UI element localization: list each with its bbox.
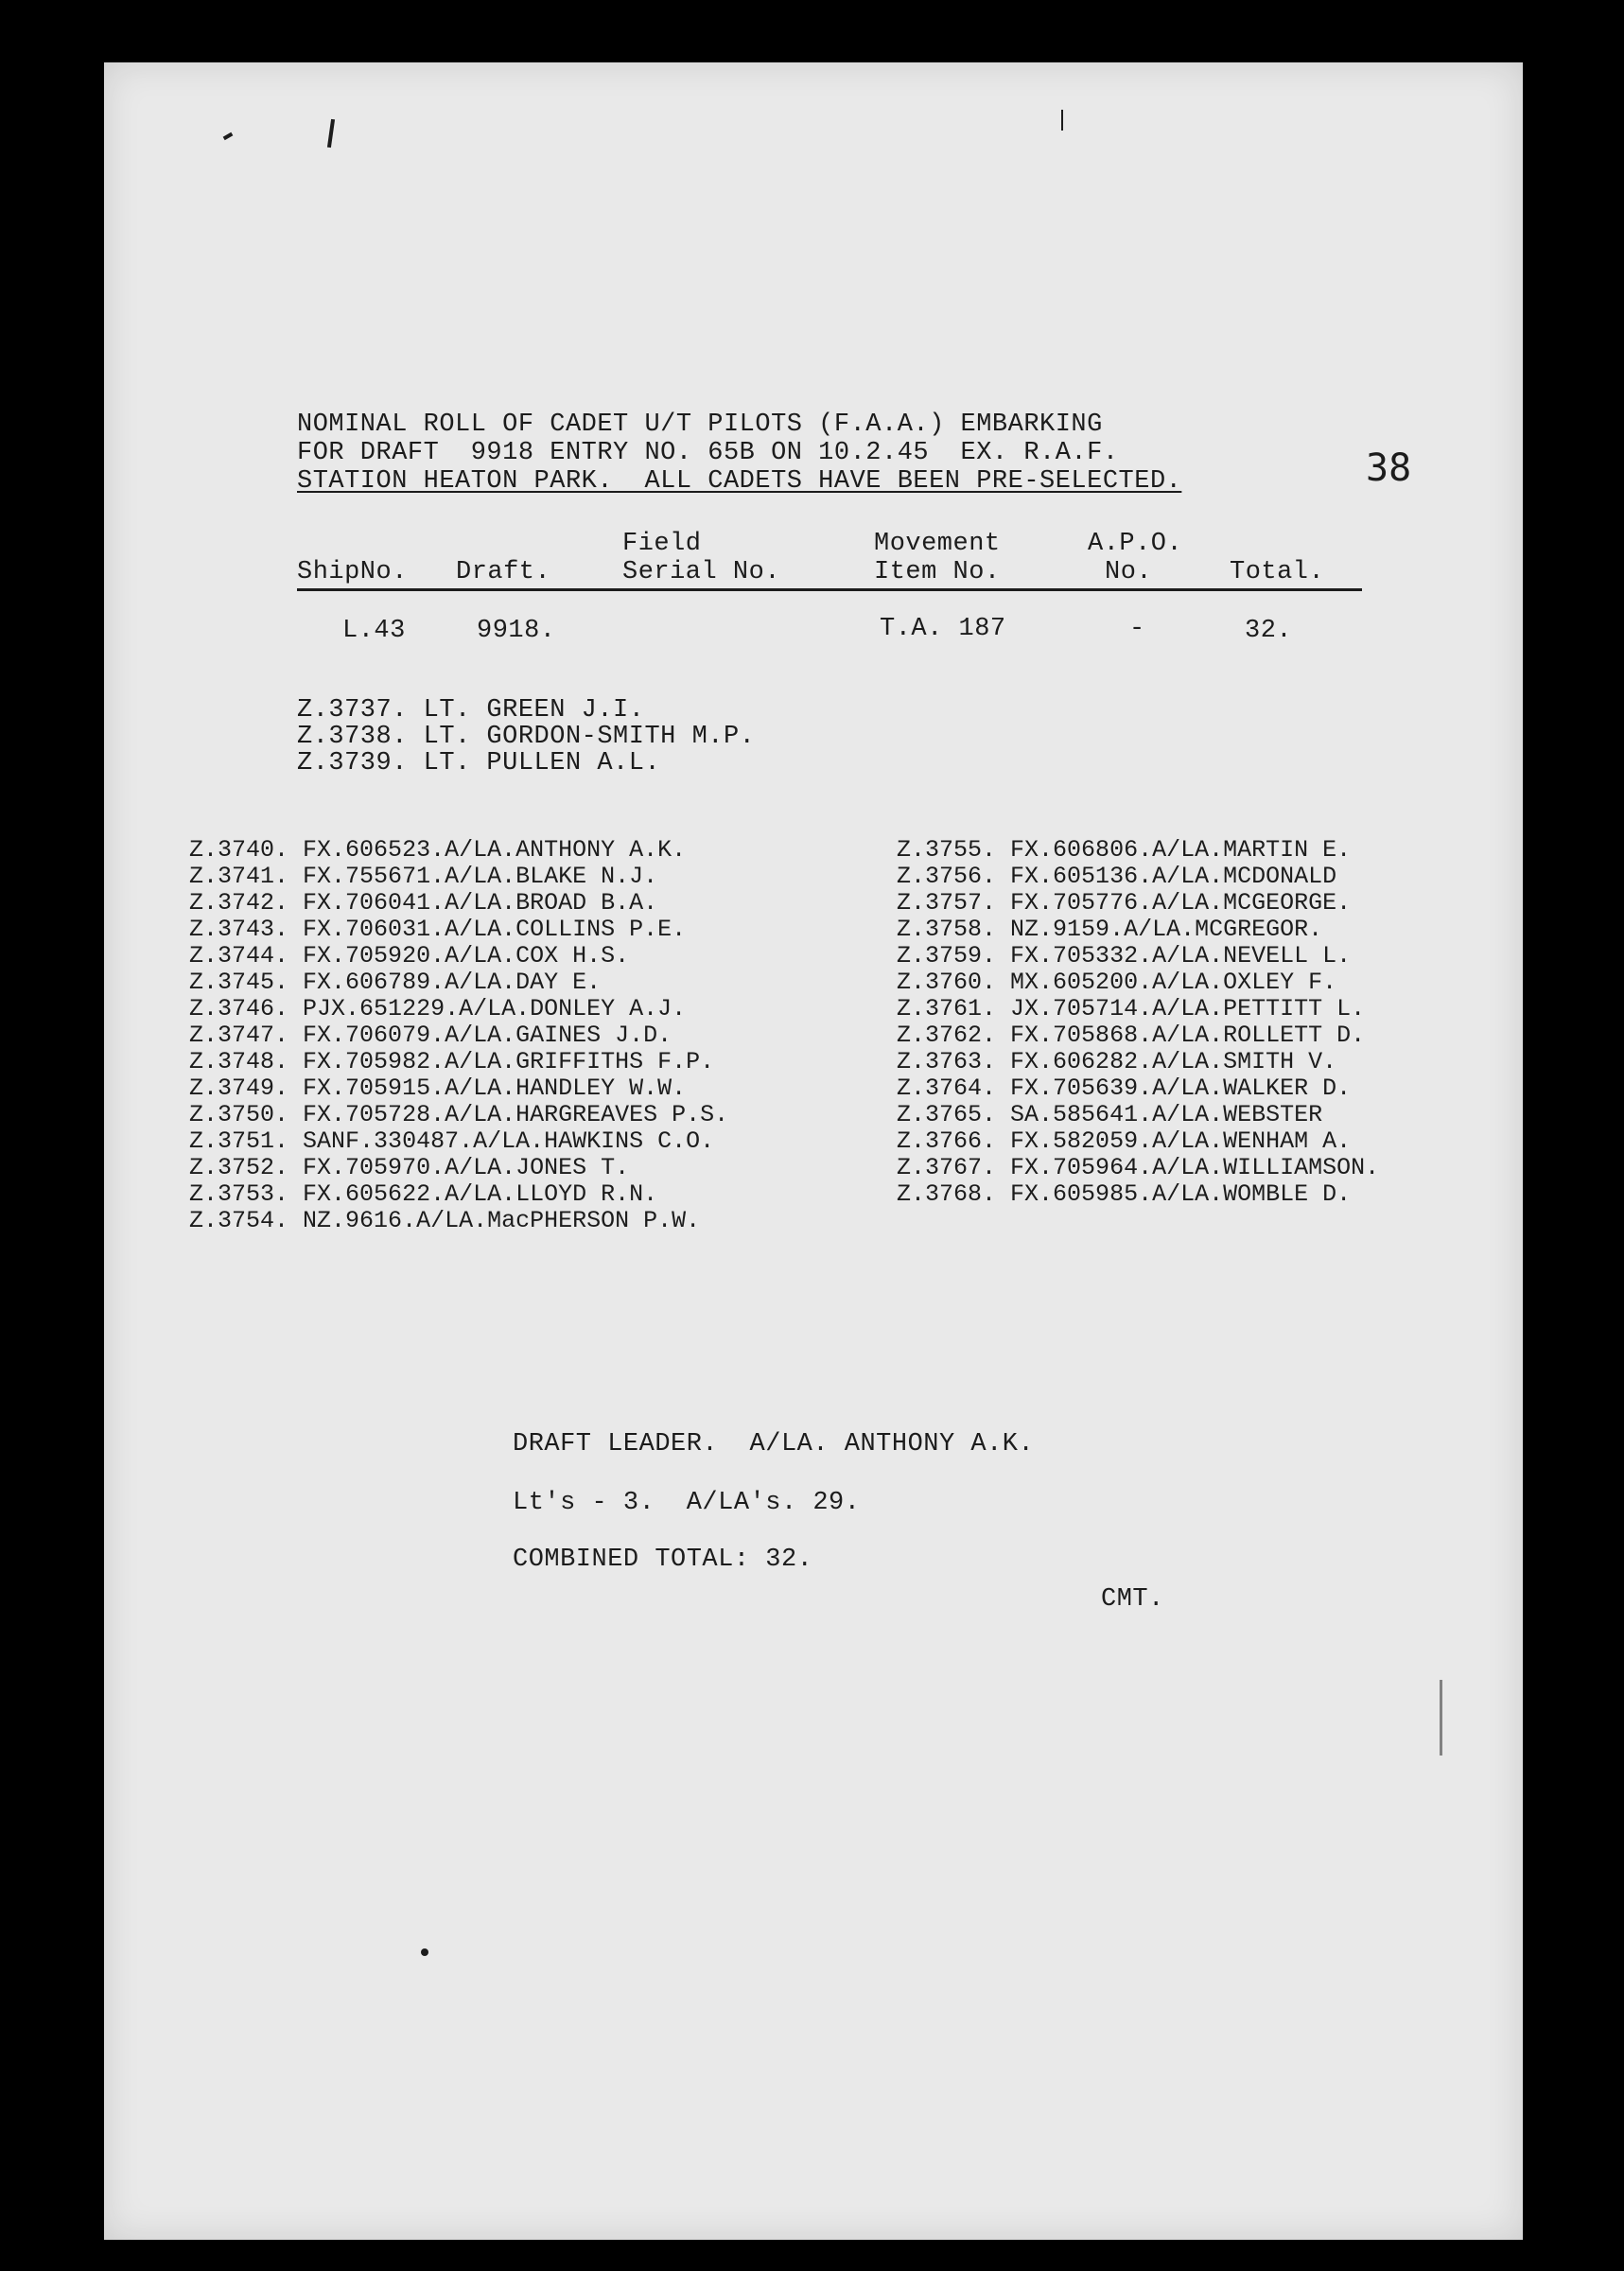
- service-serial: FX.705332.: [1010, 942, 1153, 970]
- table-row: [897, 1182, 1351, 1206]
- roll-number: Z.3747.: [189, 1022, 289, 1049]
- table-row: [189, 1076, 686, 1100]
- roll-number: Z.3763.: [897, 1048, 997, 1075]
- roll-name: A/LA.BROAD B.A.: [445, 889, 658, 917]
- roll-number: Z.3749.: [189, 1074, 289, 1102]
- table-row: [897, 970, 1336, 994]
- roll-number: Z.3740.: [189, 836, 289, 864]
- table-row: [189, 865, 657, 888]
- table-row: [897, 1076, 1351, 1100]
- combined-total-line: COMBINED TOTAL: 32.: [513, 1546, 813, 1574]
- summary-ship-no: L.43: [342, 617, 406, 645]
- roll-number: Z.3746.: [189, 995, 289, 1022]
- table-row: [897, 1023, 1365, 1047]
- roll-number: Z.3752.: [189, 1154, 289, 1181]
- table-row: [897, 1103, 1322, 1127]
- service-serial: FX.606523.: [303, 836, 445, 864]
- service-serial: NZ.9159.: [1010, 916, 1125, 943]
- roll-name: A/LA.LLOYD R.N.: [445, 1180, 658, 1208]
- service-serial: FX.606282.: [1010, 1048, 1153, 1075]
- table-row: [897, 891, 1351, 915]
- roll-number: Z.3758.: [897, 916, 997, 943]
- roll-number: Z.3741.: [189, 863, 289, 890]
- table-row: [897, 1156, 1379, 1179]
- list-item: [297, 725, 755, 750]
- roll-number: Z.3743.: [189, 916, 289, 943]
- service-serial: FX.605622.: [303, 1180, 445, 1208]
- roll-number: Z.3764.: [897, 1074, 997, 1102]
- roll-number: Z.3766.: [897, 1127, 997, 1155]
- table-row: [189, 1023, 672, 1047]
- table-row: [189, 944, 629, 968]
- roll-number: Z.3742.: [189, 889, 289, 917]
- draft-leader-line: DRAFT LEADER. A/LA. ANTHONY A.K.: [513, 1430, 1035, 1459]
- roll-name: LT. GREEN J.I.: [423, 696, 645, 725]
- roll-name: A/LA.HANDLEY W.W.: [445, 1074, 687, 1102]
- table-row: [897, 1050, 1336, 1074]
- service-serial: FX.605985.: [1010, 1180, 1153, 1208]
- roll-name: A/LA.JONES T.: [445, 1154, 630, 1181]
- table-row: [189, 1156, 629, 1179]
- service-serial: FX.705920.: [303, 942, 445, 970]
- roll-number: Z.3767.: [897, 1154, 997, 1181]
- rank-counts-line: Lt's - 3. A/LA's. 29.: [513, 1489, 861, 1517]
- heading-line-2: FOR DRAFT 9918 ENTRY NO. 65B ON 10.2.45 EX. R.A.F.: [297, 439, 1119, 467]
- col-field-top: Field: [622, 530, 702, 558]
- table-row: [897, 865, 1336, 888]
- roll-name: A/LA.DAY E.: [445, 969, 602, 996]
- roll-number: Z.3744.: [189, 942, 289, 970]
- summary-movement: T.A. 187: [880, 615, 1006, 643]
- roll-number: Z.3751.: [189, 1127, 289, 1155]
- col-total: Total.: [1230, 558, 1325, 586]
- summary-apo: -: [1129, 615, 1145, 643]
- table-row: [897, 838, 1351, 862]
- table-row: [189, 1209, 700, 1232]
- table-row: [189, 997, 686, 1021]
- service-serial: FX.606806.: [1010, 836, 1153, 864]
- table-row: [189, 1182, 657, 1206]
- roll-name: A/LA.DONLEY A.J.: [459, 995, 687, 1022]
- roll-name: A/LA.MCGEORGE.: [1152, 889, 1352, 917]
- roll-name: A/LA.WILLIAMSON.: [1152, 1154, 1380, 1181]
- roll-name: A/LA.HARGREAVES P.S.: [445, 1101, 729, 1128]
- service-serial: FX.705982.: [303, 1048, 445, 1075]
- document-page: [104, 62, 1523, 2240]
- roll-name: A/LA.COLLINS P.E.: [445, 916, 687, 943]
- roll-name: A/LA.WOMBLE D.: [1152, 1180, 1352, 1208]
- ink-mark: [1440, 1680, 1442, 1756]
- roll-name: A/LA.NEVELL L.: [1152, 942, 1352, 970]
- service-serial: FX.755671.: [303, 863, 445, 890]
- roll-name: A/LA.GRIFFITHS F.P.: [445, 1048, 715, 1075]
- roll-number: Z.3761.: [897, 995, 997, 1022]
- roll-number: Z.3745.: [189, 969, 289, 996]
- list-item: [297, 751, 660, 777]
- roll-name: A/LA.WALKER D.: [1152, 1074, 1352, 1102]
- service-serial: FX.705776.: [1010, 889, 1153, 917]
- table-row: [189, 917, 686, 941]
- roll-number: Z.3762.: [897, 1022, 997, 1049]
- roll-number: Z.3739.: [297, 749, 408, 777]
- roll-name: A/LA.OXLEY F.: [1152, 969, 1337, 996]
- roll-number: Z.3750.: [189, 1101, 289, 1128]
- service-serial: SA.585641.: [1010, 1101, 1153, 1128]
- col-draft: Draft.: [456, 558, 551, 586]
- roll-name: A/LA.PETTITT L.: [1152, 995, 1366, 1022]
- roll-name: A/LA.GAINES J.D.: [445, 1022, 672, 1049]
- service-serial: MX.605200.: [1010, 969, 1153, 996]
- service-serial: FX.706079.: [303, 1022, 445, 1049]
- ink-mark: [1061, 110, 1063, 131]
- folio-number: 38: [1366, 446, 1412, 490]
- service-serial: NZ.9616.: [303, 1207, 417, 1234]
- service-serial: FX.705728.: [303, 1101, 445, 1128]
- roll-number: Z.3738.: [297, 723, 408, 751]
- service-serial: FX.605136.: [1010, 863, 1153, 890]
- roll-number: Z.3753.: [189, 1180, 289, 1208]
- service-serial: FX.705970.: [303, 1154, 445, 1181]
- service-serial: FX.705639.: [1010, 1074, 1153, 1102]
- ink-mark: [223, 132, 234, 140]
- roll-number: Z.3748.: [189, 1048, 289, 1075]
- heading-line-1: NOMINAL ROLL OF CADET U/T PILOTS (F.A.A.) EMBARKING: [297, 411, 1103, 439]
- col-movement-top: Movement: [874, 530, 1001, 558]
- roll-name: A/LA.BLAKE N.J.: [445, 863, 658, 890]
- roll-name: A/LA.WEBSTER: [1152, 1101, 1323, 1128]
- roll-name: LT. GORDON-SMITH M.P.: [423, 723, 756, 751]
- table-row: [897, 944, 1351, 968]
- roll-name: A/LA.MCGREGOR.: [1124, 916, 1323, 943]
- roll-name: A/LA.COX H.S.: [445, 942, 630, 970]
- roll-number: Z.3756.: [897, 863, 997, 890]
- table-row: [189, 1103, 728, 1127]
- summary-draft: 9918.: [477, 617, 556, 645]
- service-serial: FX.706041.: [303, 889, 445, 917]
- service-serial: PJX.651229.: [303, 995, 460, 1022]
- roll-number: Z.3755.: [897, 836, 997, 864]
- roll-number: Z.3768.: [897, 1180, 997, 1208]
- service-serial: FX.705964.: [1010, 1154, 1153, 1181]
- summary-total: 32.: [1245, 617, 1293, 645]
- col-apo-top: A.P.O.: [1088, 530, 1183, 558]
- initials: CMT.: [1101, 1585, 1164, 1614]
- roll-number: Z.3757.: [897, 889, 997, 917]
- col-field-serial: Serial No.: [622, 558, 781, 586]
- table-row: [189, 1129, 714, 1153]
- service-serial: FX.705868.: [1010, 1022, 1153, 1049]
- roll-name: A/LA.ROLLETT D.: [1152, 1022, 1366, 1049]
- ink-mark: [327, 119, 335, 148]
- table-row: [189, 838, 686, 862]
- roll-name: A/LA.MARTIN E.: [1152, 836, 1352, 864]
- service-serial: FX.706031.: [303, 916, 445, 943]
- roll-name: A/LA.ANTHONY A.K.: [445, 836, 687, 864]
- header-rule: [297, 588, 1362, 591]
- col-movement-item: Item No.: [874, 558, 1001, 586]
- roll-number: Z.3737.: [297, 696, 408, 725]
- roll-name: A/LA.HAWKINS C.O.: [473, 1127, 715, 1155]
- heading-line-3: STATION HEATON PARK. ALL CADETS HAVE BEEN PRE-SELECTED.: [297, 467, 1182, 496]
- table-row: [897, 1129, 1351, 1153]
- roll-number: Z.3760.: [897, 969, 997, 996]
- roll-name: LT. PULLEN A.L.: [423, 749, 661, 777]
- roll-name: A/LA.WENHAM A.: [1152, 1127, 1352, 1155]
- table-row: [189, 891, 657, 915]
- roll-number: Z.3754.: [189, 1207, 289, 1234]
- service-serial: SANF.330487.: [303, 1127, 474, 1155]
- table-row: [897, 997, 1365, 1021]
- col-apo-no: No.: [1105, 558, 1153, 586]
- roll-number: Z.3765.: [897, 1101, 997, 1128]
- list-item: [297, 698, 644, 724]
- service-serial: JX.705714.: [1010, 995, 1153, 1022]
- service-serial: FX.582059.: [1010, 1127, 1153, 1155]
- table-row: [897, 917, 1322, 941]
- roll-number: Z.3759.: [897, 942, 997, 970]
- table-row: [189, 1050, 714, 1074]
- col-ship-no: ShipNo.: [297, 558, 408, 586]
- service-serial: FX.705915.: [303, 1074, 445, 1102]
- roll-name: A/LA.MacPHERSON P.W.: [416, 1207, 701, 1234]
- roll-name: A/LA.MCDONALD: [1152, 863, 1337, 890]
- table-row: [189, 970, 601, 994]
- roll-name: A/LA.SMITH V.: [1152, 1048, 1337, 1075]
- service-serial: FX.606789.: [303, 969, 445, 996]
- ink-mark: [421, 1948, 428, 1956]
